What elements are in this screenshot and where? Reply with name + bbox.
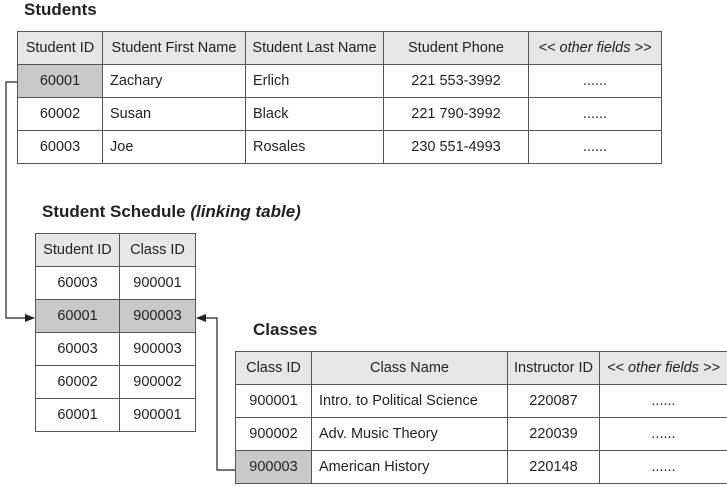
schedule-title — [42, 202, 301, 222]
schedule-table — [35, 233, 196, 432]
student-id-cell: 60002 — [18, 98, 103, 131]
last-name-cell: Black — [246, 98, 384, 131]
column-header-student-id: Student ID — [36, 234, 120, 267]
class-id-cell: 900001 — [120, 267, 196, 300]
table-row — [36, 267, 196, 300]
table-row — [36, 399, 196, 432]
table-row — [236, 385, 727, 418]
schedule-header-row — [36, 234, 196, 267]
schedule-subtitle: (linking table) — [190, 202, 301, 221]
table-row — [36, 333, 196, 366]
other-fields-cell: ...... — [600, 451, 727, 484]
first-name-cell: Joe — [103, 131, 246, 164]
column-header-student-id: Student ID — [18, 32, 103, 65]
students-header-row — [18, 32, 662, 65]
other-fields-cell: ...... — [529, 65, 662, 98]
column-header-student-phone: Student Phone — [384, 32, 529, 65]
student-id-cell: 60001 — [18, 65, 103, 98]
class-name-cell: Adv. Music Theory — [312, 418, 508, 451]
table-row — [236, 418, 727, 451]
class-id-cell: 900001 — [236, 385, 312, 418]
first-name-cell: Zachary — [103, 65, 246, 98]
student-id-cell: 60003 — [36, 267, 120, 300]
column-header-other-fields: << other fields >> — [529, 32, 662, 65]
column-header-class-name: Class Name — [312, 352, 508, 385]
other-fields-cell: ...... — [600, 418, 727, 451]
class-id-cell: 900002 — [120, 366, 196, 399]
students-table — [17, 31, 662, 164]
class-id-cell: 900003 — [120, 300, 196, 333]
table-row — [36, 300, 196, 333]
class-id-cell: 900002 — [236, 418, 312, 451]
class-name-cell: Intro. to Political Science — [312, 385, 508, 418]
column-header-class-id: Class ID — [236, 352, 312, 385]
table-row — [36, 366, 196, 399]
table-row — [18, 65, 662, 98]
classes-header-row — [236, 352, 727, 385]
class-id-cell: 900003 — [236, 451, 312, 484]
student-id-cell: 60001 — [36, 399, 120, 432]
table-row — [18, 131, 662, 164]
classes-to-schedule-arrow — [197, 318, 235, 470]
column-header-instructor-id: Instructor ID — [508, 352, 600, 385]
students-title: Students — [24, 0, 97, 19]
student-id-cell: 60002 — [36, 366, 120, 399]
instructor-id-cell: 220087 — [508, 385, 600, 418]
student-id-cell: 60001 — [36, 300, 120, 333]
phone-cell: 221 553-3992 — [384, 65, 529, 98]
column-header-student-last-name: Student Last Name — [246, 32, 384, 65]
student-id-cell: 60003 — [36, 333, 120, 366]
class-id-cell: 900001 — [120, 399, 196, 432]
class-name-cell: American History — [312, 451, 508, 484]
phone-cell: 230 551-4993 — [384, 131, 529, 164]
phone-cell: 221 790-3992 — [384, 98, 529, 131]
last-name-cell: Erlich — [246, 65, 384, 98]
other-fields-cell: ...... — [600, 385, 727, 418]
column-header-student-first-name: Student First Name — [103, 32, 246, 65]
student-id-cell: 60003 — [18, 131, 103, 164]
other-fields-cell: ...... — [529, 98, 662, 131]
table-row — [236, 451, 727, 484]
first-name-cell: Susan — [103, 98, 246, 131]
other-fields-cell: ...... — [529, 131, 662, 164]
table-row — [18, 98, 662, 131]
classes-title: Classes — [253, 320, 318, 339]
schedule-title-text: Student Schedule — [42, 202, 186, 221]
instructor-id-cell: 220148 — [508, 451, 600, 484]
class-id-cell: 900003 — [120, 333, 196, 366]
classes-table — [235, 351, 727, 484]
column-header-other-fields: << other fields >> — [600, 352, 727, 385]
last-name-cell: Rosales — [246, 131, 384, 164]
instructor-id-cell: 220039 — [508, 418, 600, 451]
column-header-class-id: Class ID — [120, 234, 196, 267]
